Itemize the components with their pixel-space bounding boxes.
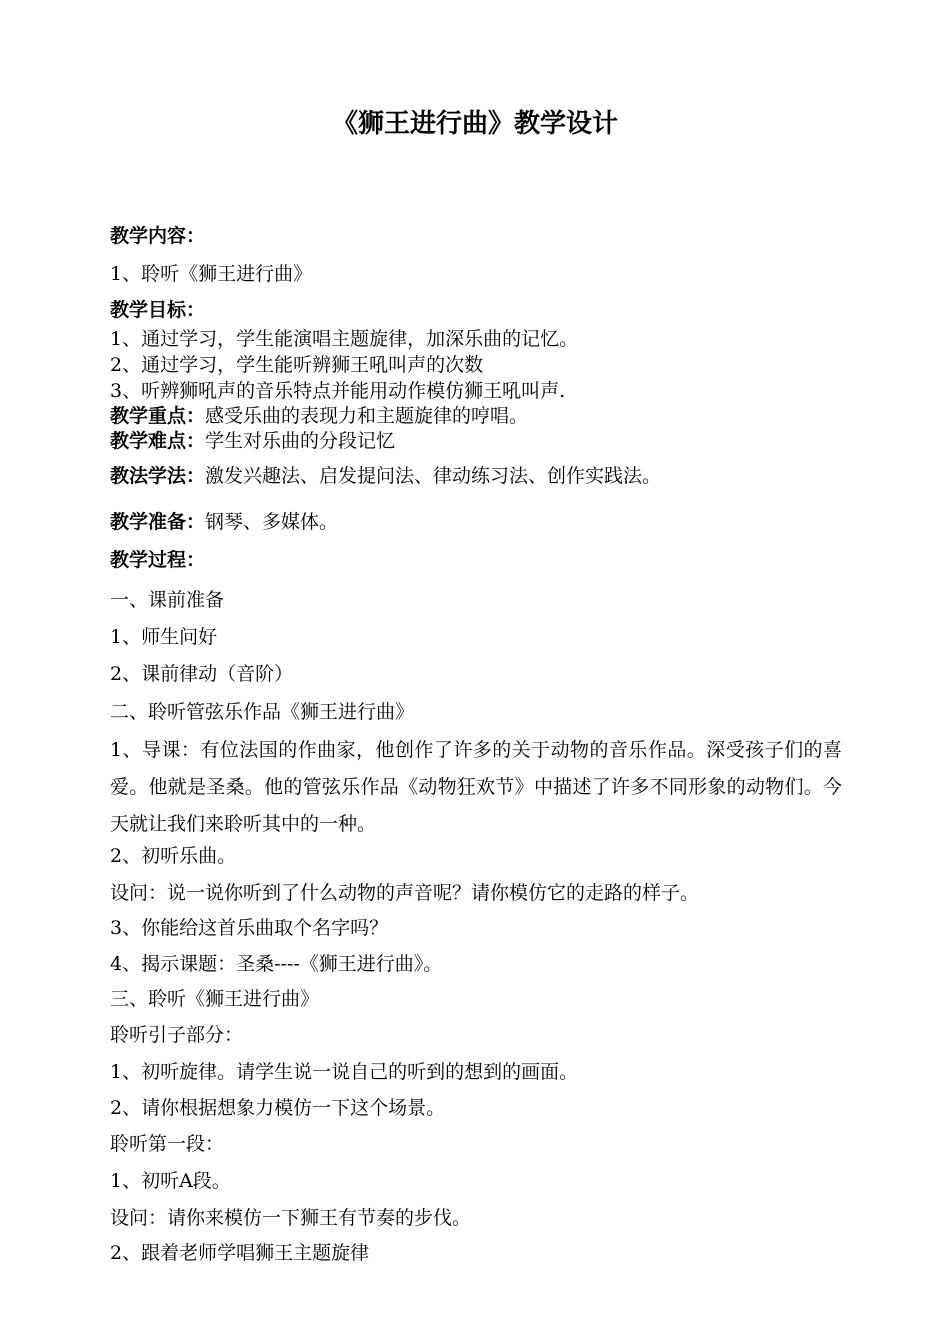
key-point-line xyxy=(110,403,528,429)
part3-intro-item: 2、请你根据想象力模仿一下这个场景。 xyxy=(110,1097,446,1119)
part2-item: 设问：说一说你听到了什么动物的声音呢？请你模仿它的走路的样子。 xyxy=(110,882,700,904)
part3-section1-item: 1、初听A段。 xyxy=(110,1170,231,1192)
content-item: 1、聆听《狮王进行曲》 xyxy=(110,263,313,285)
content-heading: 教学内容： xyxy=(110,225,206,247)
part3-intro-item: 1、初听旋律。请学生说一说自己的听到的想到的画面。 xyxy=(110,1061,579,1083)
difficulty-label: 教学难点： xyxy=(110,430,206,452)
document-title: 《狮王进行曲》教学设计 xyxy=(331,109,618,139)
part1-title: 一、课前准备 xyxy=(110,589,225,611)
preparation-label: 教学准备： xyxy=(110,511,206,533)
objectives-heading: 教学目标： xyxy=(110,299,206,321)
part1-item: 2、课前律动（音阶） xyxy=(110,663,294,685)
part2-item: 3、你能给这首乐曲取个名字吗？ xyxy=(110,917,389,939)
methods-text: 激发兴趣法、启发提问法、律动练习法、创作实践法。 xyxy=(205,465,662,487)
methods-label: 教法学法： xyxy=(110,465,206,487)
preparation-text: 钢琴、多媒体。 xyxy=(205,511,339,533)
part3-section1-item: 设问：请你来模仿一下狮王有节奏的步伐。 xyxy=(110,1207,472,1229)
key-point-text: 感受乐曲的表现力和主题旋律的哼唱。 xyxy=(205,405,529,427)
objective-item: 2、通过学习，学生能听辨狮王吼叫声的次数 xyxy=(110,354,484,376)
process-heading: 教学过程： xyxy=(110,549,206,571)
part3-section1-item: 2、跟着老师学唱狮王主题旋律 xyxy=(110,1242,370,1264)
part1-item: 1、师生问好 xyxy=(110,626,218,648)
part3-title: 三、聆听《狮王进行曲》 xyxy=(110,988,320,1010)
part2-item: 2、初听乐曲。 xyxy=(110,845,237,867)
objective-item: 1、通过学习，学生能演唱主题旋律，加深乐曲的记忆。 xyxy=(110,328,579,350)
part2-item: 4、揭示课题：圣桑----《狮王进行曲》。 xyxy=(110,953,443,975)
part3-intro-heading: 聆听引子部分： xyxy=(110,1024,244,1046)
part2-title: 二、聆听管弦乐作品《狮王进行曲》 xyxy=(110,701,415,723)
part2-intro-paragraph: 1、导课：有位法国的作曲家，他创作了许多的关于动物的音乐作品。深受孩子们的喜爱。他就是圣桑。他的管弦乐作品《动物狂欢节》中描述了许多不同形象的动物们。今天就让我们来聆听其中的一种。 xyxy=(110,739,842,835)
key-point-label: 教学重点： xyxy=(110,405,206,427)
difficulty-line xyxy=(110,428,395,454)
difficulty-text: 学生对乐曲的分段记忆 xyxy=(205,430,396,452)
part3-section1-heading: 聆听第一段： xyxy=(110,1133,225,1155)
methods-line xyxy=(110,463,661,489)
preparation-line xyxy=(110,509,338,535)
objective-item: 3、听辨狮吼声的音乐特点并能用动作模仿狮王吼叫声. xyxy=(110,380,566,402)
